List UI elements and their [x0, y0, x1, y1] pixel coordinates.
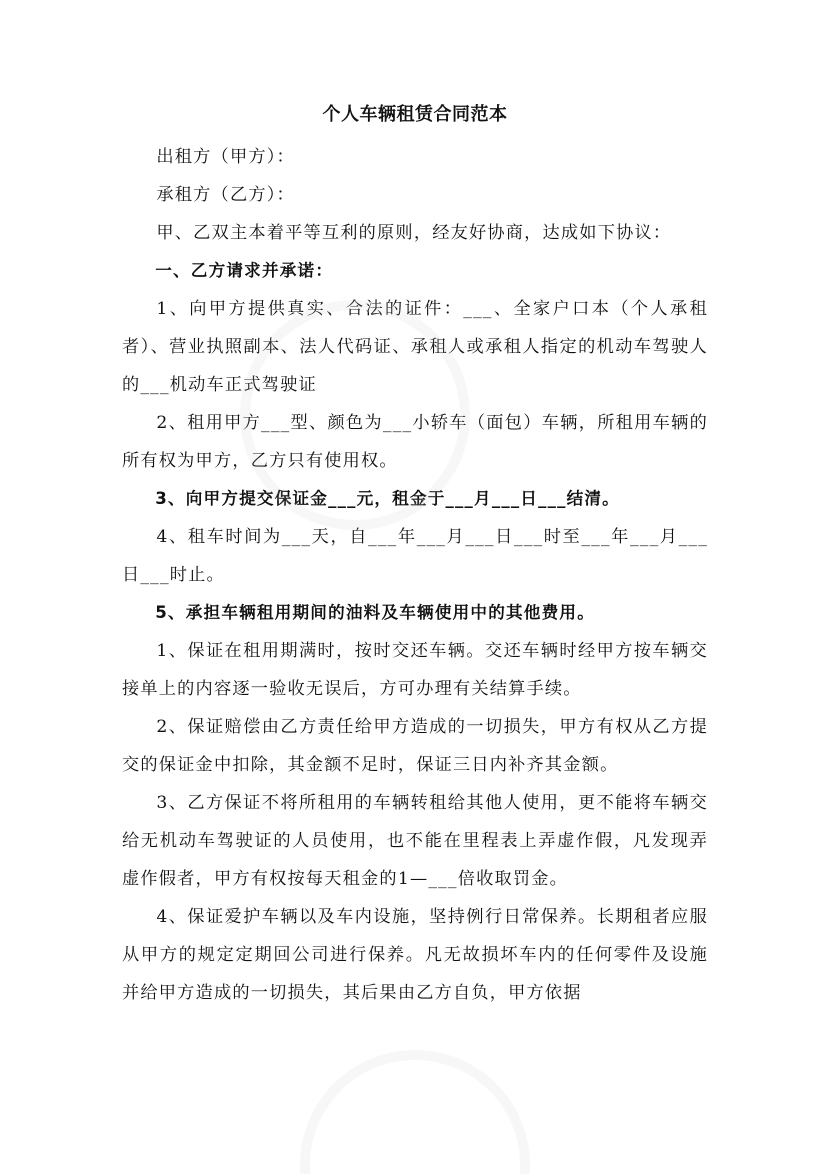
document-title: 个人车辆租赁合同范本: [322, 104, 508, 125]
guarantee-item: 3、乙方保证不将所租用的车辆转租给其他人使用，更不能将车辆交给无机动车驾驶证的人员使用，也不能在里程表上弄虚作假，凡发现弄虚作假者，甲方有权按每天租金的1—___倍收取罚金。: [122, 793, 708, 889]
lessee-line: 承租方（乙方）：: [156, 185, 295, 205]
clause-item: 4、租车时间为___天，自___年___月___日___时至___年___月___日___时止。: [122, 527, 708, 585]
clause-item: 1、向甲方提供真实、合法的证件：___、全家户口本（个人承租者）、营业执照副本、法人代码证、承租人或承租人指定的机动车驾驶人的___机动车正式驾驶证: [122, 299, 708, 395]
lessor-line: 出租方（甲方）：: [156, 147, 295, 167]
guarantee-item: 2、保证赔偿由乙方责任给甲方造成的一切损失，甲方有权从乙方提交的保证金中扣除，其金额不足时，保证三日内补齐其金额。: [122, 717, 708, 775]
guarantee-item: 1、保证在租用期满时，按时交还车辆。交还车辆时经甲方按车辆交接单上的内容逐一验收无误后，方可办理有关结算手续。: [122, 641, 708, 699]
intro-paragraph: 甲、乙双主本着平等互利的原则，经友好协商，达成如下协议：: [156, 223, 672, 243]
clause-item-bold: 5、承担车辆租用期间的油料及车辆使用中的其他费用。: [155, 603, 595, 622]
section-heading: 一、乙方请求并承诺：: [155, 261, 334, 280]
clause-item: 2、租用甲方___型、颜色为___小轿车（面包）车辆，所租用车辆的所有权为甲方，乙方只有使用权。: [122, 413, 708, 471]
watermark-seal-icon: [255, 1005, 575, 1174]
clause-item-bold: 3、向甲方提交保证金___元，租金于___月___日___结清。: [155, 489, 620, 508]
guarantee-item: 4、保证爱护车辆以及车内设施，坚持例行日常保养。长期租者应服从甲方的规定定期回公司进行保养。凡无故损坏车内的任何零件及设施并给甲方造成的一切损失，其后果由乙方自负，甲方依据: [122, 907, 708, 1003]
